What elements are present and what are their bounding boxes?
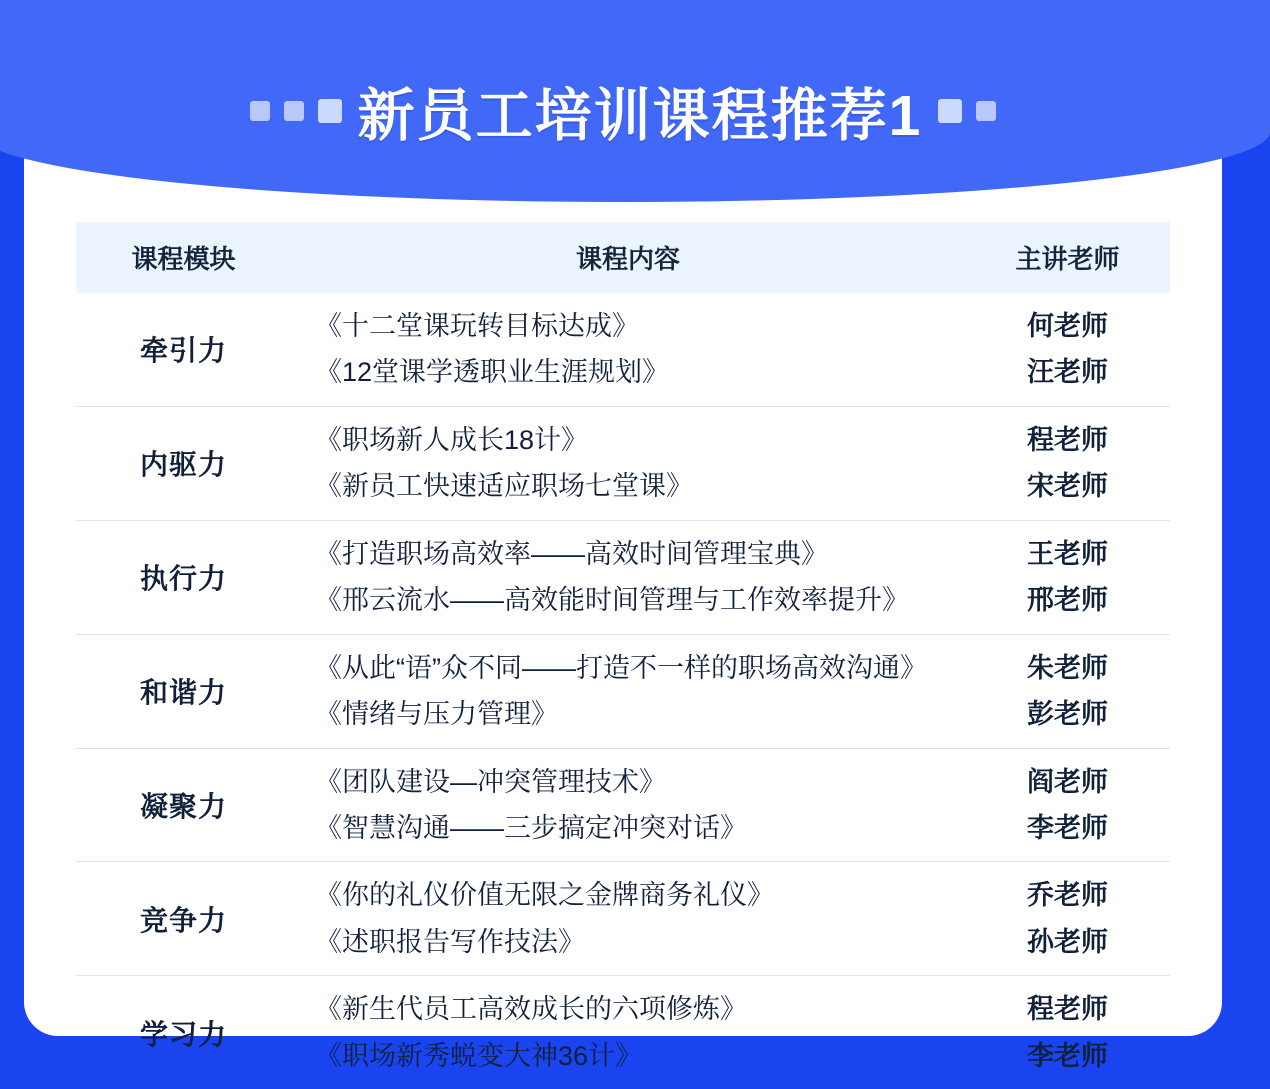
module-name: 执行力 xyxy=(76,520,291,634)
teacher-name: 何老师 xyxy=(1027,311,1108,341)
table-row xyxy=(76,520,1170,634)
teacher-name: 汪老师 xyxy=(1027,357,1108,388)
teacher-name: 乔老师 xyxy=(1027,880,1108,911)
header-content xyxy=(24,70,1222,152)
table-header xyxy=(76,222,1170,293)
course-content xyxy=(291,293,965,406)
teacher-list xyxy=(965,634,1170,748)
course-title: 《打造职场高效率——高效时间管理宝典》 xyxy=(315,538,828,569)
square-icon xyxy=(250,101,270,121)
teacher-name: 阎老师 xyxy=(1027,766,1108,797)
column-header-teacher: 主讲老师 xyxy=(965,222,1170,293)
teacher-name: 李老师 xyxy=(1027,1040,1108,1071)
module-name: 内驱力 xyxy=(76,406,291,520)
teacher-name: 李老师 xyxy=(1027,812,1108,843)
teacher-name: 邢老师 xyxy=(1027,585,1108,616)
course-title: 《12堂课学透职业生涯规划》 xyxy=(315,357,670,388)
column-header-module: 课程模块 xyxy=(76,222,291,293)
teacher-name: 彭老师 xyxy=(1027,699,1108,730)
course-title: 《情绪与压力管理》 xyxy=(315,699,558,730)
decor-left-squares xyxy=(250,99,342,123)
course-table xyxy=(76,222,1170,1089)
course-title: 《职场新人成长18计》 xyxy=(315,424,589,455)
module-name: 学习力 xyxy=(139,1018,227,1050)
teacher-list xyxy=(965,976,1170,1089)
teacher-name: 程老师 xyxy=(1027,424,1108,455)
square-icon xyxy=(284,101,304,121)
table-row xyxy=(76,293,1170,406)
course-content xyxy=(291,634,965,748)
table-row xyxy=(76,406,1170,520)
table-body xyxy=(76,293,1170,1089)
teacher-list xyxy=(965,748,1170,862)
course-title: 《新员工快速适应职场七堂课》 xyxy=(315,471,693,502)
teacher-name: 朱老师 xyxy=(1027,652,1108,683)
course-title: 《你的礼仪价值无限之金牌商务礼仪》 xyxy=(315,880,774,911)
course-content xyxy=(291,406,965,520)
page-title: 新员工培训课程推荐1 xyxy=(357,84,923,148)
course-title: 《十二堂课玩转目标达成》 xyxy=(315,311,639,341)
teacher-list xyxy=(965,293,1170,406)
table-row xyxy=(76,976,1170,1089)
course-title: 《新生代员工高效成长的六项修炼》 xyxy=(315,994,747,1025)
course-content xyxy=(291,976,965,1089)
teacher-name: 孙老师 xyxy=(1027,926,1108,957)
square-icon xyxy=(976,101,996,121)
course-title: 《团队建设—冲突管理技术》 xyxy=(315,766,666,797)
teacher-name: 宋老师 xyxy=(1027,471,1108,502)
module-name: 牵引力 xyxy=(76,293,291,406)
teacher-list xyxy=(965,520,1170,634)
teacher-list xyxy=(965,862,1170,976)
poster-card xyxy=(24,22,1222,1071)
teacher-name: 王老师 xyxy=(1027,538,1108,569)
module-name: 凝聚力 xyxy=(76,748,291,862)
course-title: 《从此“语”众不同——打造不一样的职场高效沟通》 xyxy=(315,652,927,683)
column-header-content: 课程内容 xyxy=(291,222,965,293)
square-icon xyxy=(318,99,342,123)
teacher-list xyxy=(965,406,1170,520)
table-row xyxy=(76,862,1170,976)
course-content xyxy=(291,520,965,634)
square-icon xyxy=(938,99,962,123)
poster-header xyxy=(24,22,1222,208)
table-row xyxy=(76,634,1170,748)
course-title: 《职场新秀蜕变大神36计》 xyxy=(315,1040,643,1071)
table-header-row xyxy=(76,222,1170,293)
course-content xyxy=(291,748,965,862)
course-title: 《智慧沟通——三步搞定冲突对话》 xyxy=(315,812,747,843)
course-title: 《述职报告写作技法》 xyxy=(315,926,585,957)
course-content xyxy=(291,862,965,976)
decor-right-squares xyxy=(938,99,996,123)
course-title: 《邢云流水——高效能时间管理与工作效率提升》 xyxy=(315,585,909,616)
table-row xyxy=(76,748,1170,862)
course-table-container xyxy=(24,208,1222,1089)
teacher-name: 程老师 xyxy=(1027,994,1108,1025)
module-name: 竞争力 xyxy=(76,862,291,976)
module-name: 和谐力 xyxy=(76,634,291,748)
